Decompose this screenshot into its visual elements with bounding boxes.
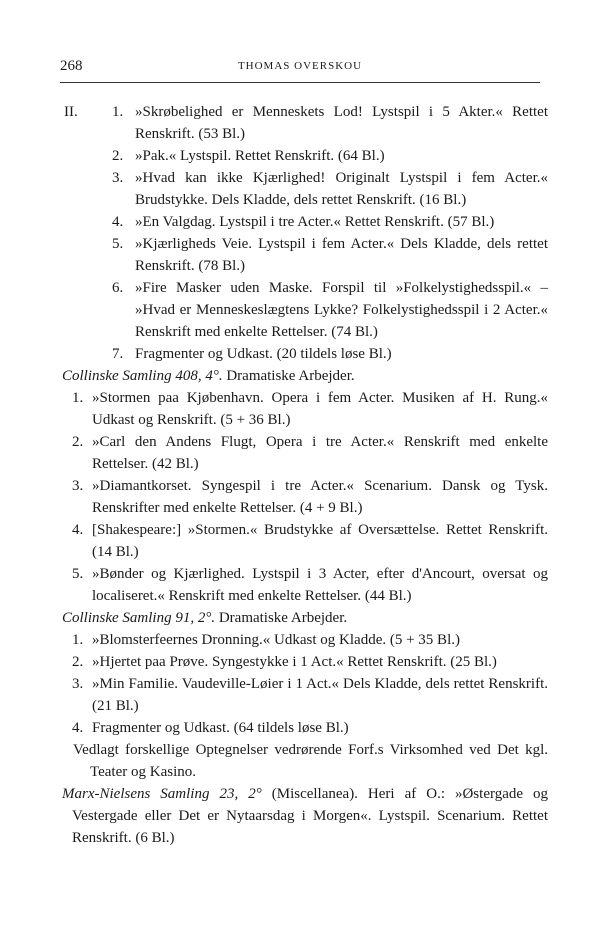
list-item: 3. »Diamantkorset. Syngespil i tre Acter.« Scenarium. Dansk og Tysk. Renskrifter med enkelte Rettelser. (4 + 9 Bl.) [72,478,548,516]
section-note: Vedlagt forskellige Optegnelser vedrørende Forf.s Virksomhed ved Det kgl. Teater og Kasino. [73,742,548,780]
page-number: 268 [60,58,83,74]
list-item: 4. »En Valgdag. Lystspil i tre Acter.« Rettet Renskrift. (57 Bl.) [112,214,495,230]
page-body [62,101,548,849]
list-item: 7. Fragmenter og Udkast. (20 tildels løse Bl.) [112,346,392,362]
section-paragraph: Marx-Nielsens Samling 23, 2° (Miscellanea). Heri af O.: »Østergade og Vestergade eller Det er Nytaarsdag i Morgen«. Lystspil. Scenarium. Rettet Renskrift. (6 Bl.) [62,786,549,846]
section-heading: Collinske Samling 91, 2°. Dramatiske Arbejder. [62,610,348,626]
running-head: THOMAS OVERSKOU [237,60,363,72]
header-rule [60,82,540,83]
page-header [60,58,540,80]
list-item: 1. »Stormen paa Kjøbenhavn. Opera i fem Acter. Musiken af H. Rung.« Udkast og Renskrift. (5 + 36 Bl.) [72,390,548,428]
list-item: 5. »Kjærligheds Veie. Lystspil i fem Acter.« Dels Kladde, dels rettet Renskrift. (78 Bl.) [112,236,548,274]
list-item: 2. »Hjertet paa Prøve. Syngestykke i 1 Act.« Rettet Renskrift. (25 Bl.) [72,654,497,670]
list-item: 6. »Fire Masker uden Maske. Forspil til »Folkelystighedsspil.« – »Hvad er Menneskeslægtens Lykke? Folkelystighedsspil i 2 Acter.« Renskrift med enkelte Rettelser. (74 Bl.) [112,280,548,340]
list-item: 2. »Carl den Andens Flugt, Opera i tre Acter.« Renskrift med enkelte Rettelser. (42 Bl.) [72,434,548,472]
section-lead: II. [64,104,78,120]
list-item: 3. »Hvad kan ikke Kjærlighed! Originalt Lystspil i fem Acter.« Brudstykke. Dels Kladde, dels rettet Renskrift. (16 Bl.) [112,170,548,208]
list-item: 1. »Blomsterfeernes Dronning.« Udkast og Kladde. (5 + 35 Bl.) [72,632,460,648]
list-item: 4. Fragmenter og Udkast. (64 tildels løse Bl.) [72,720,349,736]
list-item: II. 1. »Skrøbelighed er Menneskets Lod! Lystspil i 5 Akter.« Rettet Renskrift. (53 Bl.) [62,101,548,145]
section-heading: Collinske Samling 408, 4°. Dramatiske Arbejder. [62,368,355,384]
list-item: 3. »Min Familie. Vaudeville-Løier i 1 Act.« Dels Kladde, dels rettet Renskrift. (21 Bl.) [72,676,548,714]
list-item: 4. [Shakespeare:] »Stormen.« Brudstykke af Oversættelse. Rettet Renskrift. (14 Bl.) [72,522,548,560]
list-item: 5. »Bønder og Kjærlighed. Lystspil i 3 Acter, efter d'Ancourt, oversat og localiseret.« Renskrift med enkelte Rettelser. (44 Bl.) [72,566,548,604]
list-item: 2. »Pak.« Lystspil. Rettet Renskrift. (64 Bl.) [112,148,385,164]
